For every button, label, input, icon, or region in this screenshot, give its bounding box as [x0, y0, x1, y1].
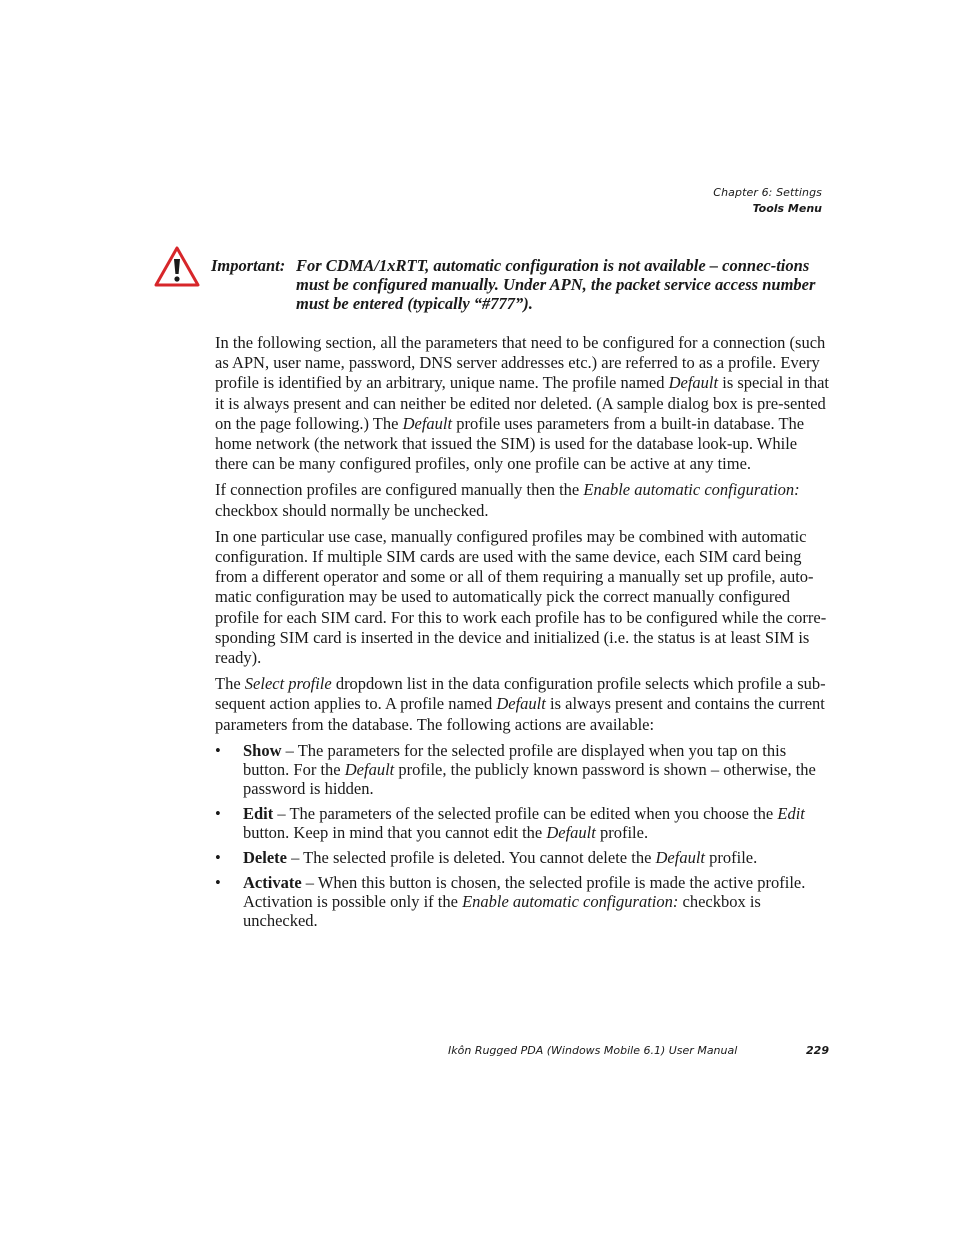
body-text: [215, 333, 833, 936]
list-item-delete: • Delete – The selected profile is deleted. You cannot delete the Default profile.: [215, 847, 758, 867]
bullet-marker: •: [215, 803, 221, 823]
important-note: [211, 256, 831, 313]
paragraph-select-profile: The Select profile dropdown list in the data configuration profile selects which profile a sub-sequent action applies to. A profile named Default is always present and contains the current parameters from the database. The following actions are available:: [215, 674, 826, 734]
bullet-marker: •: [215, 872, 221, 892]
important-label: Important:: [211, 256, 286, 275]
section-label: Tools Menu: [752, 202, 822, 215]
paragraph-profiles: In the following section, all the parameters that need to be configured for a connection (such as APN, user name, password, DNS server addresses etc.) are referred to as a profile. Every profile is identified by an arbitrary, unique name. The profile named Default is special in that it is always present and can neither be edited nor deleted. (A sample dialog box is pre-sented on the page following.) The Default profile uses parameters from a built-in database. The home network (the network that issued the SIM) is used for the database look-up. While there can be many configured profiles, only one profile can be active at any time.: [215, 333, 830, 474]
list-item-activate: • Activate – When this button is chosen, the selected profile is made the active profile. Activation is possible only if the Enable automatic configuration: checkbox is unchecked.: [215, 872, 806, 930]
warning-icon: [154, 246, 200, 287]
chapter-label: Chapter 6: Settings: [713, 186, 822, 199]
list-item-show: • Show – The parameters for the selected profile are displayed when you tap on this button. For the Default profile, the publicly known password is shown – otherwise, the password is hidden.: [215, 740, 816, 798]
paragraph-manual-config: If connection profiles are configured manually then the Enable automatic configuration: checkbox should normally be unchecked.: [215, 480, 800, 520]
actions-list: [215, 741, 833, 930]
bullet-marker: •: [215, 740, 221, 760]
page-number: 229: [806, 1044, 829, 1057]
bullet-marker: •: [215, 847, 221, 867]
manual-title: Ikôn Rugged PDA (Windows Mobile 6.1) User Manual: [448, 1044, 738, 1057]
important-text: For CDMA/1xRTT, automatic configuration is not available – connec-tions must be configured manually. Under APN, the packet service access number must be entered (typically “#777”).: [296, 256, 816, 313]
running-header: [713, 185, 822, 217]
page-footer: [448, 1043, 831, 1059]
list-item-edit: • Edit – The parameters of the selected profile can be edited when you choose the Edit button. Keep in mind that you cannot edit the Default profile.: [215, 803, 805, 842]
paragraph-use-case: In one particular use case, manually configured profiles may be combined with automatic configuration. If multiple SIM cards are used with the same device, each SIM card being from a different operator and some or all of them requiring a manually set up profile, auto-matic configuration may be used to automatically pick the correct manually configured profile for each SIM card. For this to work each profile has to be configured while the corre-sponding SIM card is inserted in the device and initialized (i.e. the status is at least SIM is ready).: [215, 526, 827, 668]
